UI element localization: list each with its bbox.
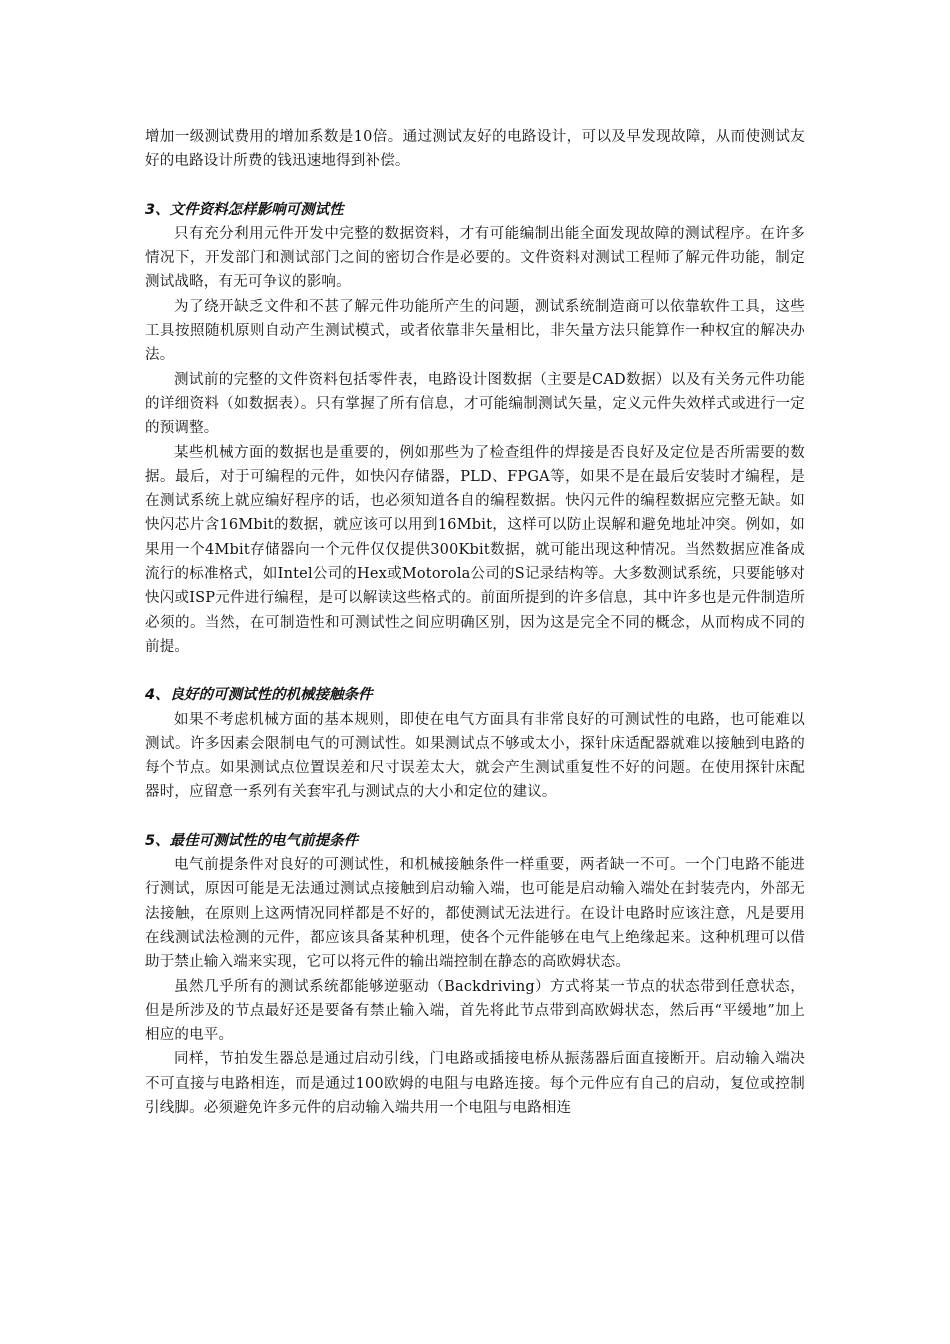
paragraph-intro: 增加一级测试费用的增加系数是10倍。通过测试友好的电路设计，可以及早发现故障，从而使测试友好的电路设计所费的钱迅速地得到补偿。 [145, 129, 805, 170]
spacer [145, 174, 805, 198]
spacer [145, 805, 805, 829]
page-content [145, 125, 805, 1120]
paragraph-3d: 某些机械方面的数据也是重要的，例如那些为了检查组件的焊接是否良好及定位是否所需要的数据。最后，对于可编程的元件，如快闪存储器，PLD、FPGA等，如果不是在最后安装时才编程，是在测试系统上就应编好程序的话，也必须知道各自的编程数据。快闪元件的编程数据应完整无缺。如快闪芯片含16Mbit的数据，就应该可以用到16Mbit，这样可以防止误解和避免地址冲突。例如，如果用一个4Mbit存储器向一个元件仅仅提供300Kbit数据，就可能出现这种情况。当然数据应准备成流行的标准格式，如Intel公司的Hex或Motorola公司的S记录结构等。大多数测试系统，只要能够对快闪或ISP元件进行编程，是可以解读这些格式的。前面所提到的许多信息，其中许多也是元件制造所必须的。当然，在可制造性和可测试性之间应明确区别，因为这是完全不同的概念，从而构成不同的前提。 [145, 444, 805, 655]
section-heading-4: 4、良好的可测试性的机械接触条件 [145, 687, 373, 704]
section-heading-3: 3、文件资料怎样影响可测试性 [145, 201, 344, 218]
paragraph-5b: 虽然几乎所有的测试系统都能够逆驱动（Backdriving）方式将某一节点的状态带到任意状态，但是所涉及的节点最好还是要备有禁止输入端，首先将此节点带到高欧姆状态，然后再“平缓地”加上相应的电平。 [145, 978, 805, 1044]
paragraph-3a: 只有充分利用元件开发中完整的数据资料，才有可能编制出能全面发现故障的测试程序。在许多情况下，开发部门和测试部门之间的密切合作是必要的。文件资料对测试工程师了解元件功能，制定测试战略，有无可争议的影响。 [145, 225, 805, 291]
paragraph-4a: 如果不考虑机械方面的基本规则，即使在电气方面具有非常良好的可测试性的电路，也可能难以测试。许多因素会限制电气的可测试性。如果测试点不够或太小，探针床适配器就难以接触到电路的每个节点。如果测试点位置误差和尺寸误差太大，就会产生测试重复性不好的问题。在使用探针床配器时，应留意一系列有关套牢孔与测试点的大小和定位的建议。 [145, 711, 805, 801]
section-heading-5: 5、最佳可测试性的电气前提条件 [145, 832, 359, 849]
paragraph-5c: 同样，节拍发生器总是通过启动引线，门电路或插接电桥从振荡器后面直接断开。启动输入端决不可直接与电路相连，而是通过100欧姆的电阻与电路连接。每个元件应有自己的启动，复位或控制引线脚。必须避免许多元件的启动输入端共用一个电阻与电路相连 [145, 1051, 805, 1116]
paragraph-3c: 测试前的完整的文件资料包括零件表，电路设计图数据（主要是CAD数据）以及有关务元件功能的详细资料（如数据表）。只有掌握了所有信息，才可能编制测试矢量，定义元件失效样式或进行一定的预调整。 [145, 371, 805, 437]
paragraph-5a: 电气前提条件对良好的可测试性，和机械接触条件一样重要，两者缺一不可。一个门电路不能进行测试，原因可能是无法通过测试点接触到启动输入端，也可能是启动输入端处在封装壳内，外部无法接触，在原则上这两情况同样都是不好的，都使测试无法进行。在设计电路时应该注意，凡是要用在线测试法检测的元件，都应该具备某种机理，使各个元件能够在电气上绝缘起来。这种机理可以借助于禁止输入端来实现，它可以将元件的输出端控制在静态的高欧姆状态。 [145, 857, 805, 971]
spacer [145, 659, 805, 683]
paragraph-3b: 为了绕开缺乏文件和不甚了解元件功能所产生的问题，测试系统制造商可以依靠软件工具，这些工具按照随机原则自动产生测试模式，或者依靠非矢量相比，非矢量方法只能算作一种权宜的解决办法。 [145, 298, 805, 364]
